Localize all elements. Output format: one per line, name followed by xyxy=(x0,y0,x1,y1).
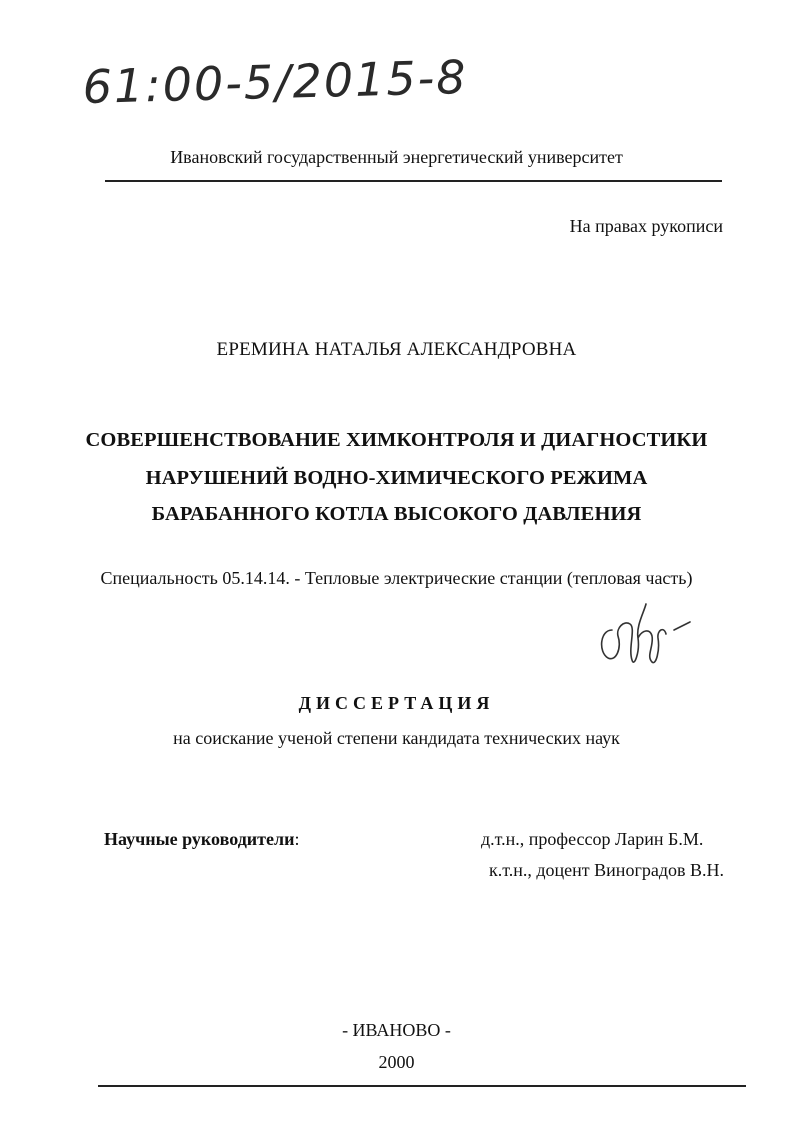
supervisor-first: д.т.н., профессор Ларин Б.М. xyxy=(481,829,704,849)
top-divider xyxy=(105,180,722,182)
city: - ИВАНОВО - xyxy=(342,1020,451,1040)
title-line-1: СОВЕРШЕНСТВОВАНИЕ ХИМКОНТРОЛЯ И ДИАГНОСТИКИ xyxy=(85,429,708,451)
title-line-2: НАРУШЕНИЙ ВОДНО-ХИМИЧЕСКОГО РЕЖИМА xyxy=(145,467,648,489)
supervisors-label-text: Научные руководители xyxy=(104,829,295,849)
supervisor-second: к.т.н., доцент Виноградов В.Н. xyxy=(489,860,724,880)
specialty-line: Специальность 05.14.14. - Тепловые электрические станции (тепловая часть) xyxy=(100,568,693,588)
document-type: ДИССЕРТАЦИЯ xyxy=(298,693,495,713)
author-name: ЕРЕМИНА НАТАЛЬЯ АЛЕКСАНДРОВНА xyxy=(216,339,577,360)
university-name: Ивановский государственный энергетический университет xyxy=(170,147,623,167)
title-line-3: БАРАБАННОГО КОТЛА ВЫСОКОГО ДАВЛЕНИЯ xyxy=(151,503,642,525)
supervisors-label xyxy=(104,829,299,850)
signature xyxy=(594,590,694,675)
bottom-divider xyxy=(98,1085,746,1087)
degree-purpose: на соискание ученой степени кандидата технических наук xyxy=(173,728,620,748)
rights-note: На правах рукописи xyxy=(569,216,723,236)
year: 2000 xyxy=(378,1052,415,1072)
supervisors-label-colon: : xyxy=(294,829,300,849)
archive-code-handwritten: 61:00-5/2015-8 xyxy=(82,49,469,114)
